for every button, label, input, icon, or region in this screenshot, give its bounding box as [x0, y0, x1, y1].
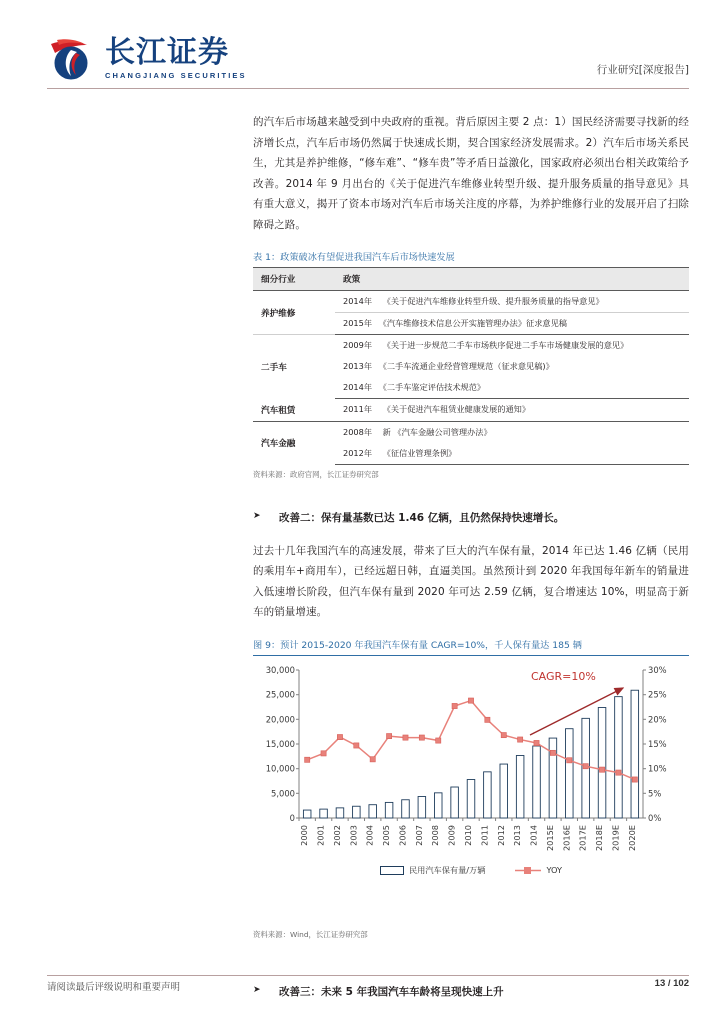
policy-year: 2011年 [343, 404, 373, 415]
bar [598, 707, 606, 818]
yoy-marker [452, 703, 457, 708]
table-source-note: 资料来源：政府官网，长江证券研究部 [253, 469, 379, 479]
chart-top-divider [253, 655, 689, 656]
policy-year: 2014年 [343, 382, 373, 392]
policy-name: 《关于进一步规范二手车市场秩序促进二手车市场健康发展的意见》 [382, 340, 629, 350]
table-cell-policy [335, 443, 689, 465]
table-header-policy: 政策 [335, 268, 689, 291]
x-tick-label: 2020E [626, 824, 637, 851]
report-type-label: 行业研究[深度报告] [596, 64, 689, 76]
yoy-marker [501, 732, 506, 737]
yoy-marker [419, 734, 424, 739]
bar [434, 792, 442, 817]
table-row [253, 421, 689, 443]
policy-name: 《关于促进汽车租赁业健康发展的通知》 [382, 404, 531, 415]
y-right-tick-0: 0% [648, 812, 662, 823]
bar [615, 696, 623, 817]
x-tick-label: 2001 [315, 824, 326, 846]
legend-item-line [515, 865, 562, 875]
legend-line-swatch-icon [515, 866, 541, 875]
yoy-marker [468, 697, 473, 702]
policy-year: 2014年 [343, 296, 373, 306]
yoy-marker [354, 742, 359, 747]
policy-name: 《征信业管理条例》 [382, 447, 457, 458]
yoy-marker [337, 734, 342, 739]
yoy-marker [485, 717, 490, 722]
bar [533, 745, 541, 817]
chart-legend [253, 865, 689, 876]
bullet-improvement-3-label: 改善三：未来 5 年我国汽车车龄将呈现快速上升 [279, 985, 504, 998]
y-left-tick-10000: 10,000 [265, 763, 295, 774]
chart-svg [253, 658, 689, 863]
yoy-marker [436, 737, 441, 742]
yoy-marker [534, 740, 539, 745]
x-tick-label: 2019E [610, 824, 621, 851]
header-divider [47, 88, 689, 89]
x-tick-label: 2008 [430, 824, 441, 846]
bar [500, 764, 508, 818]
bar [402, 799, 410, 817]
policy-name: 《汽车维修技术信息公开实施管理办法》征求意见稿 [378, 318, 567, 328]
bar [385, 802, 393, 818]
x-axis-labels [299, 825, 637, 851]
document-content [253, 112, 689, 999]
x-tick-label: 2003 [348, 824, 359, 846]
x-tick-label: 2000 [299, 824, 310, 846]
arrow-bullet-icon: ➤ [253, 510, 261, 521]
y-left-tick-5000: 5,000 [271, 787, 295, 798]
table-cell-category: 养护维修 [253, 291, 335, 335]
x-tick-label: 2002 [331, 824, 342, 846]
x-tick-label: 2010 [463, 824, 473, 846]
x-tick-label: 2015E [544, 824, 555, 851]
y-right-tick-15: 15% [648, 738, 667, 749]
footer-divider [47, 975, 689, 976]
table-cell-policy [335, 291, 689, 313]
policy-year: 2015年 [343, 318, 373, 328]
chart-caption: 图 9：预计 2015-2020 年我国汽车保有量 CAGR=10%，千人保有量达 185 辆 [253, 639, 582, 651]
y-right-tick-25: 25% [648, 689, 667, 700]
y-left-tick-20000: 20,000 [265, 713, 295, 724]
x-tick-label: 2012 [495, 824, 506, 846]
y-left-tick-25000: 25,000 [265, 689, 295, 700]
table-cell-category: 汽车租赁 [253, 399, 335, 422]
policy-name: 《二手车鉴定评估技术规范》 [378, 382, 486, 392]
yoy-marker [321, 750, 326, 755]
table-cell-policy [335, 421, 689, 443]
yoy-marker [583, 763, 588, 768]
y-right-tick-30: 30% [648, 664, 667, 675]
y-left-tick-30000: 30,000 [265, 664, 295, 675]
x-tick-label: 2009 [446, 824, 457, 846]
policy-table [253, 267, 689, 465]
bullet-improvement-2-label: 改善二：保有量基数已达 1.46 亿辆，且仍然保持快速增长。 [279, 511, 565, 524]
x-tick-label: 2018E [594, 824, 605, 851]
policy-name: 《关于促进汽车维修业转型升级、提升服务质量的指导意见》 [382, 296, 604, 306]
table-caption: 表 1：政策破冰有望促进我国汽车后市场快速发展 [253, 252, 455, 263]
y-right-tick-5: 5% [648, 787, 662, 798]
arrow-bullet-icon: ➤ [253, 984, 261, 995]
table-row [253, 399, 689, 422]
policy-name: 新 《汽车金融公司管理办法》 [382, 426, 492, 437]
page-header [0, 0, 724, 96]
table-cell-category: 二手车 [261, 362, 287, 373]
bar [631, 690, 639, 818]
x-axis-ticks [299, 818, 627, 821]
table-cell-policy [335, 356, 689, 377]
yoy-marker [370, 756, 375, 761]
table-cell-policy [335, 313, 689, 335]
x-tick-label: 2004 [364, 824, 375, 846]
page-number: 13 / 102 [654, 978, 689, 989]
table-cell-policy [335, 399, 689, 422]
bar [418, 796, 426, 818]
bar [516, 755, 524, 818]
table-block [253, 249, 689, 480]
policy-name: 《二手车流通企业经营管理规范（征求意见稿)》 [378, 361, 554, 371]
table-header-category: 细分行业 [253, 268, 335, 291]
bar [320, 809, 328, 818]
x-tick-label: 2007 [413, 824, 424, 846]
bar [336, 807, 344, 817]
bullet-improvement-3 [253, 984, 689, 999]
yoy-marker [305, 757, 310, 762]
x-tick-label: 2013 [512, 824, 523, 846]
policy-year: 2009年 [343, 340, 373, 350]
legend-line-label: YOY [546, 865, 562, 875]
chart-block [253, 637, 689, 940]
bar [353, 806, 361, 818]
bar [303, 810, 311, 818]
paragraph-ownership: 过去十几年我国汽车的高速发展，带来了巨大的汽车保有量，2014 年已达 1.46 亿辆（民用的乘用车+商用车），已经远超日韩，直逼美国。虽然预计到 2020 年我国每年新车的销量进入低速增长阶段，但汽车保有量到 2020 年可达 2.59 亿辆，复合增速达 10%，明显高于新车的销量增速。 [253, 544, 689, 618]
bar-series [303, 690, 638, 818]
bar [467, 779, 475, 817]
chart-source-note: 资料来源：Wind，长江证券研究部 [253, 929, 368, 939]
yoy-marker [403, 734, 408, 739]
y-left-tick-15000: 15,000 [265, 738, 295, 749]
policy-year: 2008年 [343, 426, 373, 437]
policy-year: 2013年 [343, 361, 373, 371]
legend-item-bar [380, 865, 485, 876]
legend-bar-swatch-icon [380, 866, 404, 875]
x-tick-label: 2017E [577, 824, 588, 851]
yoy-marker [387, 733, 392, 738]
yoy-marker [599, 767, 604, 772]
table-cell-policy [335, 377, 689, 399]
x-tick-label: 2016E [561, 824, 572, 851]
legend-bar-label: 民用汽车保有量/万辆 [408, 864, 486, 875]
x-tick-label: 2005 [381, 824, 392, 846]
paragraph-intro: 的汽车后市场越来越受到中央政府的重视。背后原因主要 2 点：1）国民经济需要寻找新的经济增长点，汽车后市场仍然属于快速成长期，契合国家经济发展需求。2）汽车后市场关系民生，尤其是养护维修，“修车难”、“修车贵”等矛盾日益激化，国家政府必须出台相关政策给予改善。2014 年 9 月出台的《关于促进汽车维修业转型升级、提升服务质量的指导意见》具有重大意义，揭开了资本市场对汽车后市场关注度的序幕，为养护维修行业的发展开启了扫除障碍之路。 [253, 116, 689, 231]
logo-text-english: CHANGJIANG SECURITIES [105, 71, 247, 80]
table-cell-category: 汽车金融 [261, 438, 296, 449]
x-tick-label: 2014 [528, 824, 539, 846]
changjiang-logo-icon [47, 36, 99, 82]
table-header-row [253, 268, 689, 291]
company-logo [47, 36, 247, 82]
footer-disclaimer: 请阅读最后评级说明和重要声明 [47, 982, 181, 993]
y-right-tick-20: 20% [648, 713, 667, 724]
bullet-improvement-2 [253, 510, 689, 525]
yoy-marker [632, 776, 637, 781]
yoy-marker [550, 750, 555, 755]
x-tick-label: 2011 [479, 824, 490, 846]
x-tick-label: 2006 [397, 824, 408, 846]
table-row [253, 291, 689, 313]
yoy-marker [616, 770, 621, 775]
cagr-arrow-icon [530, 688, 623, 735]
yoy-marker [518, 736, 523, 741]
bar [451, 787, 459, 818]
bar [369, 804, 377, 817]
cagr-annotation: CAGR=10% [531, 669, 596, 683]
table-row [253, 335, 689, 357]
bar [566, 728, 574, 817]
y-right-tick-10: 10% [648, 763, 667, 774]
yoy-marker [567, 757, 572, 762]
table-cell-policy [335, 335, 689, 357]
y-left-tick-0: 0 [289, 812, 295, 823]
logo-text-chinese: 长江证券 [105, 35, 229, 70]
bar [484, 771, 492, 817]
vehicle-ownership-chart [253, 658, 689, 903]
policy-year: 2012年 [343, 447, 373, 458]
